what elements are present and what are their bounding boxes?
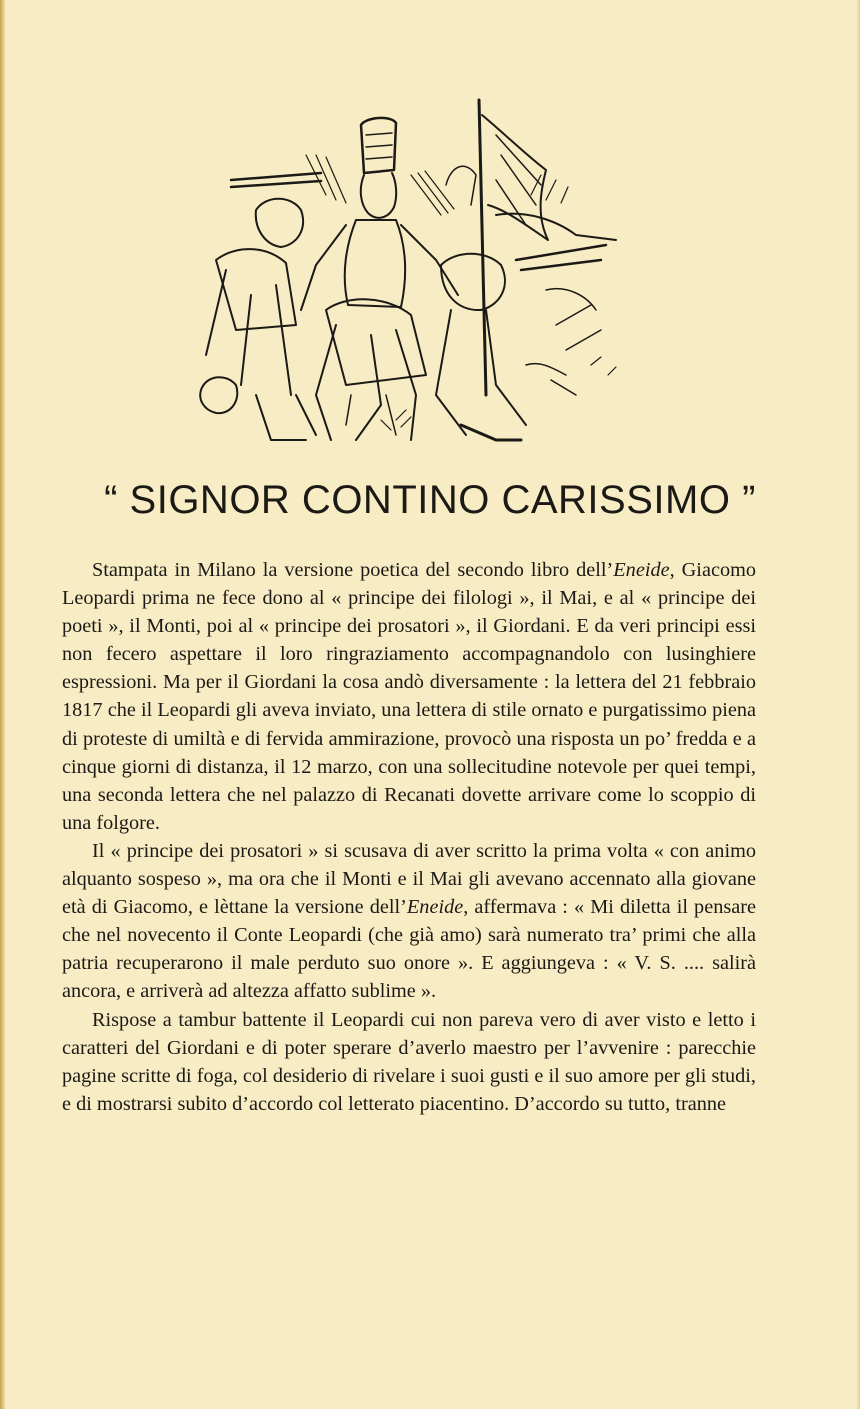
paragraph-text: , affermava : « Mi diletta il pensare che nel novecento il Conte Leopardi (che già amo) sarà numerato tra’ primi che alla patria recuperarono il male perduto suo onore ». E aggiungeva : « V. S. .... salirà ancora, e arriverà ad altezza affatto sublime ». — [62, 896, 756, 1003]
page-edge — [0, 0, 6, 1409]
paragraph-text-italic: Eneide — [406, 896, 464, 919]
paragraph-text: Rispose a tambur battente il Leopardi cui non pareva vero di aver visto e letto i caratteri del Giordani e di poter sperare d’averlo maestro per l’avvenire : parecchie pagine scritte di foga, col desiderio di rivelare i suoi gusti e il suo amore per gli studi, e di mostrarsi subito d’accordo col letterato piacentino. D’accordo su tutto, tranne — [62, 1008, 756, 1115]
body-text — [62, 556, 756, 1118]
paragraph-text: Stampata in Milano la versione poetica del secondo libro dell’ — [92, 559, 614, 581]
paragraph-text-italic: Eneide — [613, 559, 670, 581]
battle-sketch-icon — [196, 95, 626, 455]
paragraph-1 — [62, 556, 756, 837]
battle-sketch-illustration — [196, 95, 626, 455]
page-title: “ SIGNOR CONTINO CARISSIMO ” — [104, 478, 756, 522]
page-edge-right — [856, 0, 860, 1409]
paragraph-3 — [62, 1006, 756, 1118]
paragraph-text: Il « principe dei prosatori » si scusava di aver scritto la prima volta « con animo alquanto sospeso », ma ora che il Monti e il Mai gli avevano accennato alla giovane età di Giacomo, e lèttane la versione dell’ — [62, 839, 756, 919]
paragraph-2 — [62, 837, 756, 1006]
paragraph-text: , Giacomo Leopardi prima ne fece dono al « principe dei filologi », il Mai, e al « principe dei poeti », il Monti, poi al « principe dei prosatori », il Giordani. E da veri principi essi non fecero aspettare il loro ringraziamento accompagnandolo con lusinghiere espressioni. Ma per il Giordani la cosa andò diversamente : la lettera del 21 febbraio 1817 che il Leopardi gli aveva inviato, una lettera di stile ornato e purgatissimo piena di proteste di umiltà e di fervida ammirazione, provocò una risposta un po’ fredda e a cinque giorni di distanza, il 12 marzo, con una sollecitudine notevole per quei tempi, una seconda lettera che nel palazzo di Recanati dovette arrivare come lo scoppio di una folgore. — [62, 559, 757, 834]
